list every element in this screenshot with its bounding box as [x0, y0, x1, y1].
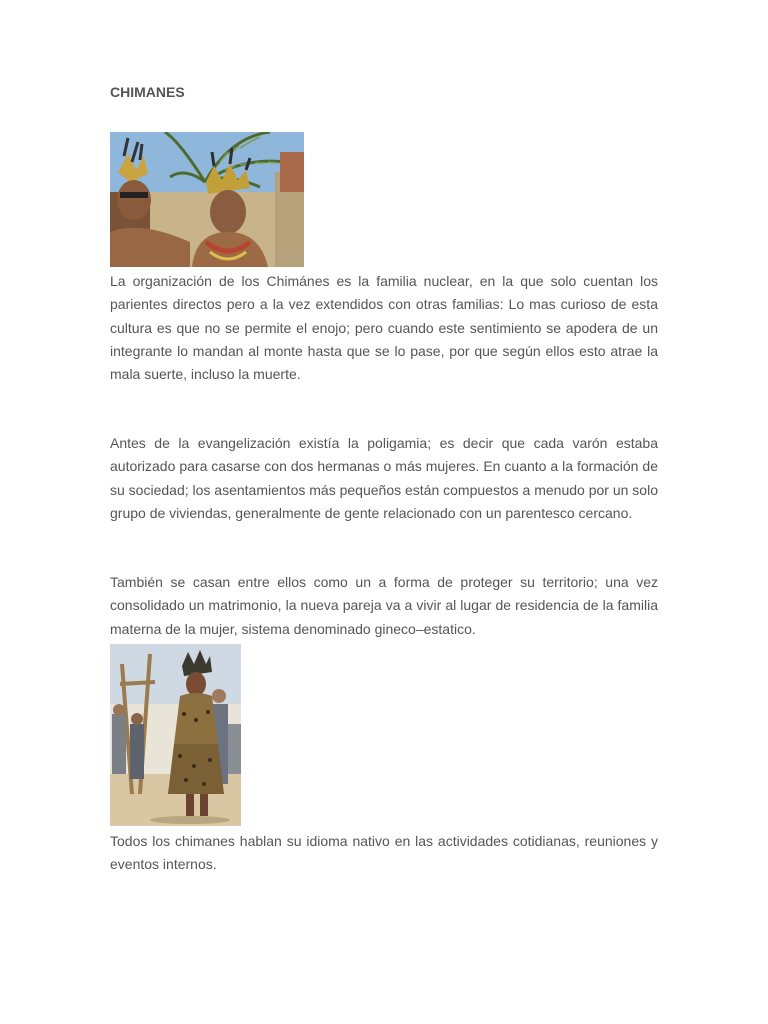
paragraph-native-language: Todos los chimanes hablan su idioma nativo en las actividades cotidianas, reuniones y eventos internos.	[110, 833, 658, 873]
photo-woman-traditional-dress	[110, 644, 241, 826]
paragraph-family-organization: La organización de los Chimánes es la familia nuclear, en la que solo cuentan los parientes directos pero a la vez extendidos con otras familias: Lo mas curioso de esta cultura es que no se permite el enojo; pero cuando este sentimiento se apodera de un integrante lo mandan al monte hasta que se lo pase, por que según ellos esto atrae la mala suerte, incluso la muerte.	[110, 273, 658, 383]
photo-two-people-headdresses	[110, 132, 304, 267]
document-title: CHIMANES	[110, 84, 185, 100]
paragraph-polygamy-society: Antes de la evangelización existía la poligamia; es decir que cada varón estaba autorizado para casarse con dos hermanas o más mujeres. En cuanto a la formación de su sociedad; los asentamientos más pequeños están compuestos a menudo por un solo grupo de viviendas, generalmente de gente relacionado con un parentesco cercano.	[110, 435, 658, 521]
paragraph-marriage-territory: También se casan entre ellos como un a forma de proteger su territorio; una vez consolidado un matrimonio, la nueva pareja va a vivir al lugar de residencia de la familia materna de la mujer, sistema denominado gineco–estatico.	[110, 574, 658, 637]
